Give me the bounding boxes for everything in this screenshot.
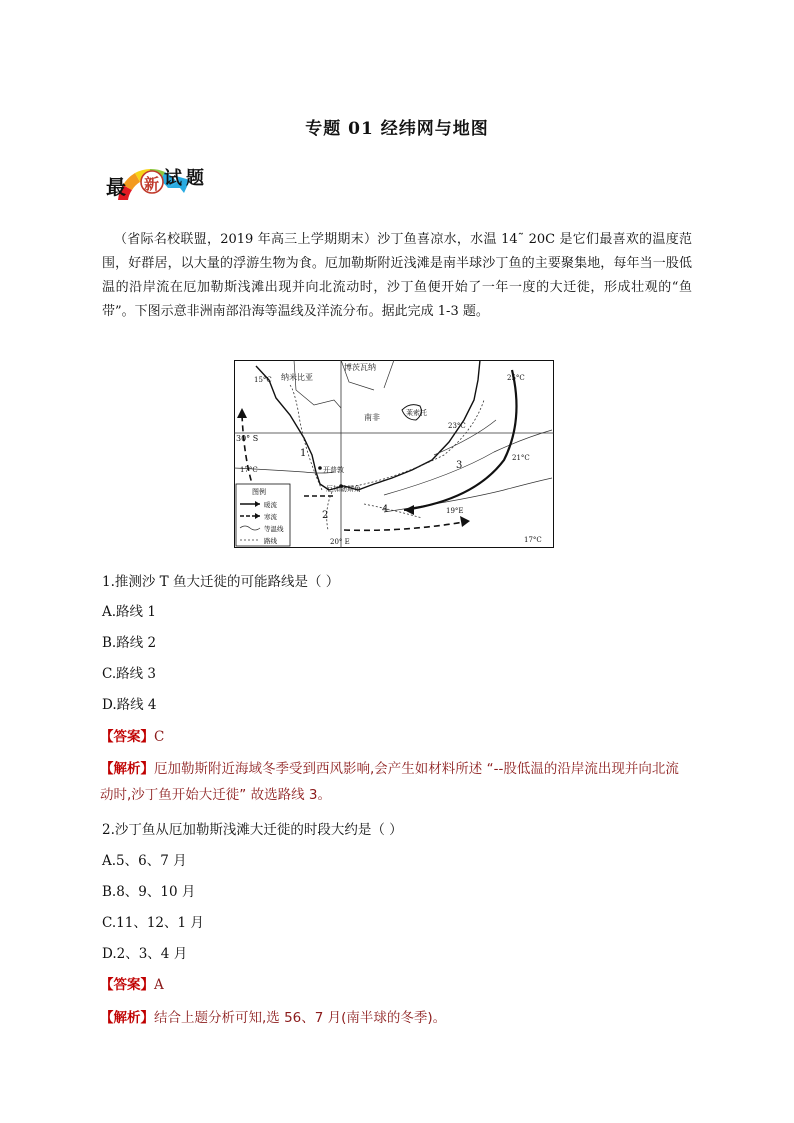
label-t21: 21°C	[512, 454, 530, 462]
logo-char-2: 新	[144, 175, 160, 193]
q1-option-b: B.路线 2	[102, 635, 157, 651]
label-t15: 15°C	[254, 376, 272, 384]
q1-analysis-line2: 动时,沙丁鱼开始大迁徙” 故选路线 3。	[100, 787, 331, 803]
label-route-1: 1	[300, 448, 307, 459]
label-south-africa: 南非	[364, 413, 380, 422]
southern-africa-map	[234, 360, 554, 548]
q2-analysis-line1: 结合上题分析可知,选 56、7 月(南半球的冬季)。	[154, 1010, 447, 1026]
q2-option-b: B.8、9、10 月	[102, 884, 196, 900]
q2-analysis	[100, 1005, 700, 1031]
q1-answer	[100, 726, 164, 748]
legend-route: 路线	[264, 537, 277, 545]
q1-option-a: A.路线 1	[102, 604, 156, 620]
label-route-3: 3	[456, 460, 463, 471]
label-lesotho: 莱索托	[406, 409, 427, 417]
q2-option-c: C.11、12、1 月	[102, 915, 204, 931]
q1-analysis-line1: 厄加勒斯附近海域冬季受到西风影响,会产生如材料所述 “--股低温的沿岸流出现并向北流	[154, 761, 679, 777]
label-namibia: 纳米比亚	[281, 373, 313, 382]
question-1-stem: 1.推测沙 T 鱼大迁徙的可能路线是（ ）	[102, 574, 340, 590]
q1-analysis-label: 【解析】	[100, 761, 154, 777]
label-cape-town: 开普敦	[323, 466, 344, 474]
intro-paragraph: （省际名校联盟，2019 年高三上学期期末）沙丁鱼喜凉水，水温 14˜ 20C 是它们最喜欢的温度范围，好群居，以大量的浮游生物为食。厄加勒斯附近浅滩是南半球沙丁鱼的主要聚集地，每年当一股低温的沿岸流在厄加勒斯浅滩出现并向北流动时，沙丁鱼便开始了一年一度的大迁徙，形成壮观的“鱼带”。下图示意非洲南部沿海等温线及洋流分布。据此完成 1-3 题。	[102, 232, 692, 319]
label-t23: 23°C	[448, 422, 466, 430]
logo-char-4: 题	[186, 168, 204, 189]
legend-warm: 暖流	[264, 501, 277, 509]
latest-questions-logo	[92, 160, 216, 216]
label-lat30: 30° S	[236, 434, 259, 443]
q1-answer-value: C	[154, 729, 165, 745]
legend-cold: 寒流	[264, 513, 277, 521]
label-t25: 25°C	[507, 374, 525, 382]
legend-isotherm: 等温线	[264, 525, 284, 533]
q2-answer	[100, 974, 164, 996]
q2-analysis-label: 【解析】	[100, 1010, 154, 1026]
q1-option-d: D.路线 4	[102, 697, 157, 713]
q2-option-d: D.2、3、4 月	[102, 946, 188, 962]
legend-title: 图例	[252, 488, 266, 496]
label-lon19: 19°E	[446, 507, 464, 515]
logo-char-3: 试	[164, 168, 182, 189]
q2-answer-label: 【答案】	[100, 977, 154, 993]
label-route-2: 2	[322, 510, 329, 521]
page-title: 专题 01 经纬网与地图	[305, 119, 489, 139]
label-t17a: 17°C	[240, 466, 258, 474]
map-legend	[236, 484, 290, 546]
label-lon20: 20° E	[330, 538, 350, 546]
q1-option-c: C.路线 3	[102, 666, 157, 682]
q1-analysis	[100, 756, 700, 808]
label-agulhas: 厄加勒斯角	[326, 485, 361, 493]
question-2-stem: 2.沙丁鱼从厄加勒斯浅滩大迁徙的时段大约是（ ）	[102, 822, 403, 838]
q2-answer-value: A	[154, 977, 164, 993]
q2-option-a: A.5、6、7 月	[102, 853, 187, 869]
label-t17b: 17°C	[524, 536, 542, 544]
q1-answer-label: 【答案】	[100, 729, 154, 745]
label-route-4: 4	[382, 504, 389, 515]
label-botswana: 博茨瓦纳	[344, 363, 376, 372]
logo-char-1: 最	[106, 175, 126, 199]
